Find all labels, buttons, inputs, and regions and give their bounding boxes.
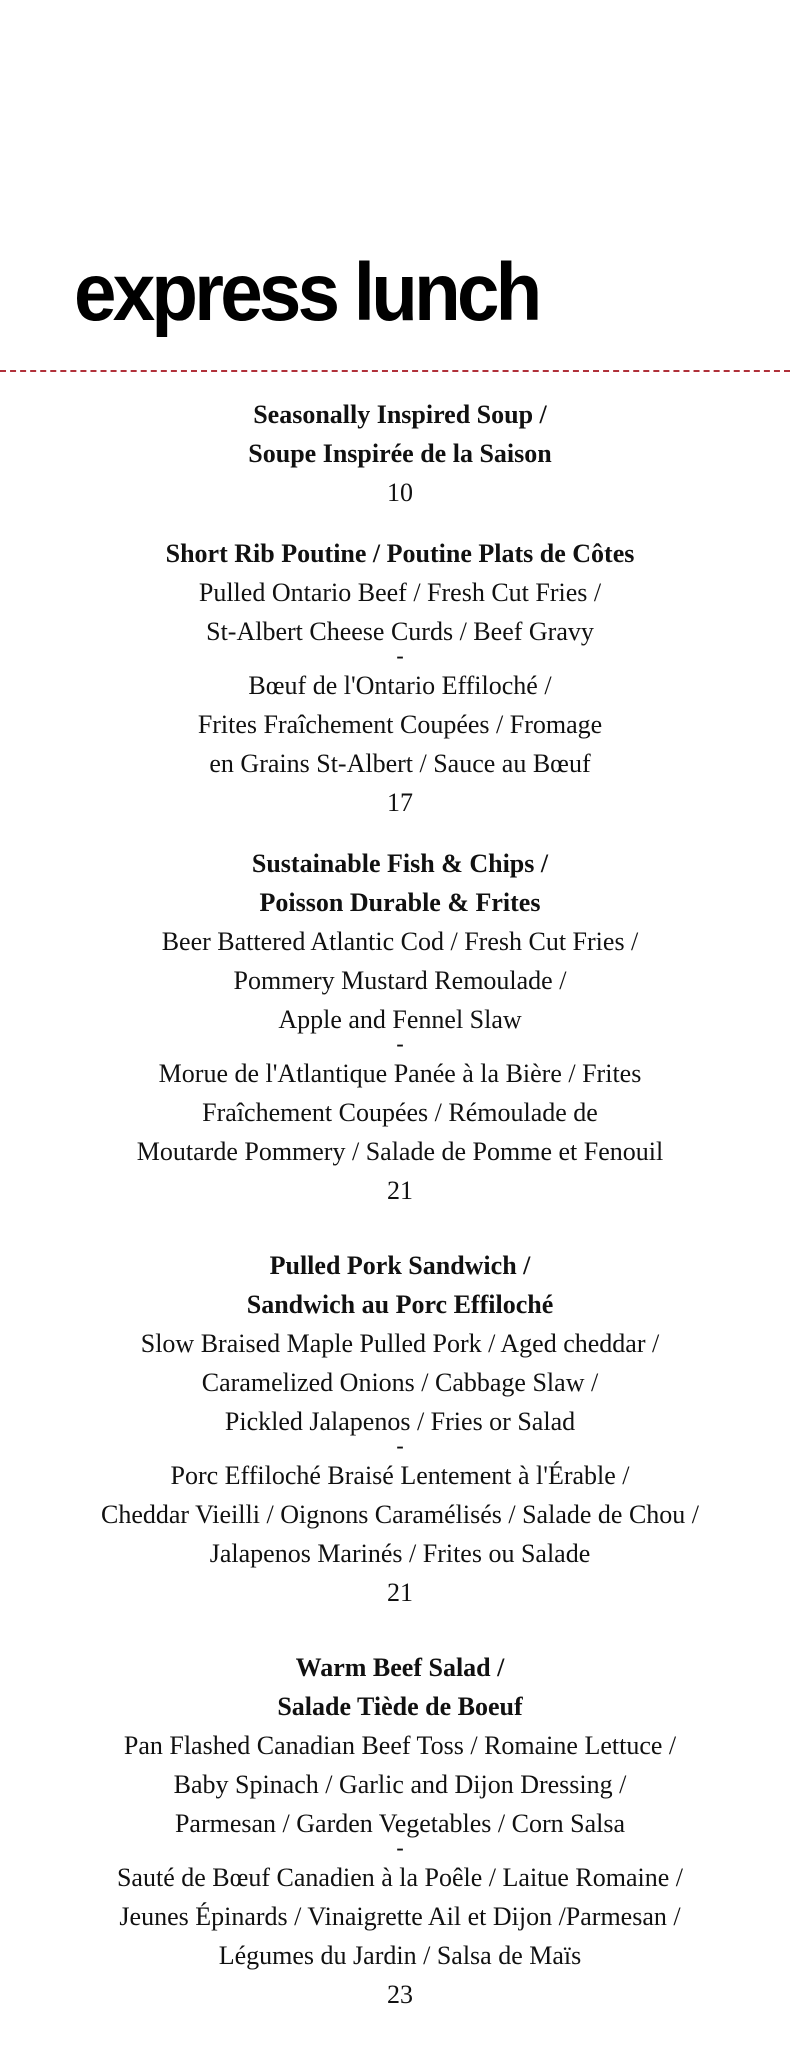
- item-description-en: Baby Spinach / Garlic and Dijon Dressing /: [173, 1770, 627, 1799]
- item-description-en: Pulled Ontario Beef / Fresh Cut Fries /: [198, 578, 602, 607]
- item-description-fr: Frites Fraîchement Coupées / Fromage: [197, 710, 603, 739]
- menu-list: [0, 395, 800, 2036]
- item-name: Warm Beef Salad /: [295, 1653, 505, 1682]
- item-description-fr: Morue de l'Atlantique Panée à la Bière / Frites: [158, 1059, 642, 1088]
- item-description-en: Pan Flashed Canadian Beef Toss / Romaine Lettuce /: [123, 1731, 677, 1760]
- item-description-en: St-Albert Cheese Curds / Beef Gravy: [206, 617, 594, 646]
- item-description-fr: Sauté de Bœuf Canadien à la Poêle / Laitue Romaine /: [116, 1863, 684, 1892]
- item-description-fr: Jeunes Épinards / Vinaigrette Ail et Dijon /Parmesan /: [119, 1902, 681, 1931]
- item-description-fr: Bœuf de l'Ontario Effiloché /: [248, 671, 552, 700]
- item-description-en: Slow Braised Maple Pulled Pork / Aged cheddar /: [140, 1329, 660, 1358]
- language-separator: -: [396, 643, 404, 668]
- menu-item-soup: [0, 395, 800, 512]
- item-price: 10: [387, 478, 413, 507]
- item-name: Soupe Inspirée de la Saison: [248, 439, 552, 468]
- language-separator: -: [396, 1031, 404, 1056]
- item-description-en: Pommery Mustard Remoulade /: [233, 966, 567, 995]
- item-description-en: Parmesan / Garden Vegetables / Corn Salsa: [174, 1809, 626, 1838]
- page-title: express lunch: [74, 247, 539, 338]
- language-separator: -: [396, 1433, 404, 1458]
- dashed-divider: [0, 370, 790, 372]
- language-separator: -: [396, 1835, 404, 1860]
- item-description-en: Beer Battered Atlantic Cod / Fresh Cut Fries /: [161, 927, 639, 956]
- menu-item-poutine: [0, 534, 800, 822]
- menu-item-pulled-pork: [0, 1246, 800, 1612]
- item-name: Sandwich au Porc Effiloché: [246, 1290, 554, 1319]
- item-name: Sustainable Fish & Chips /: [251, 849, 549, 878]
- item-description-fr: Porc Effiloché Braisé Lentement à l'Érable /: [170, 1461, 630, 1490]
- item-price: 21: [387, 1176, 413, 1205]
- item-name: Seasonally Inspired Soup /: [253, 400, 547, 429]
- item-description-fr: Jalapenos Marinés / Frites ou Salade: [209, 1539, 591, 1568]
- item-description-fr: Fraîchement Coupées / Rémoulade de: [202, 1098, 598, 1127]
- menu-item-beef-salad: [0, 1648, 800, 2014]
- item-name: Short Rib Poutine / Poutine Plats de Côtes: [165, 539, 635, 568]
- item-description-en: Apple and Fennel Slaw: [278, 1005, 522, 1034]
- item-description-en: Caramelized Onions / Cabbage Slaw /: [201, 1368, 599, 1397]
- item-description-fr: en Grains St-Albert / Sauce au Bœuf: [209, 749, 591, 778]
- item-description-fr: Cheddar Vieilli / Oignons Caramélisés / Salade de Chou /: [100, 1500, 700, 1529]
- item-description-fr: Légumes du Jardin / Salsa de Maïs: [218, 1941, 582, 1970]
- item-description-en: Pickled Jalapenos / Fries or Salad: [224, 1407, 576, 1436]
- item-name: Poisson Durable & Frites: [259, 888, 541, 917]
- item-name: Salade Tiède de Boeuf: [277, 1692, 523, 1721]
- item-name: Pulled Pork Sandwich /: [269, 1251, 531, 1280]
- item-price: 23: [387, 1980, 413, 2009]
- item-price: 21: [387, 1578, 413, 1607]
- item-price: 17: [387, 788, 413, 817]
- item-description-fr: Moutarde Pommery / Salade de Pomme et Fenouil: [136, 1137, 664, 1166]
- menu-item-fish-chips: [0, 844, 800, 1210]
